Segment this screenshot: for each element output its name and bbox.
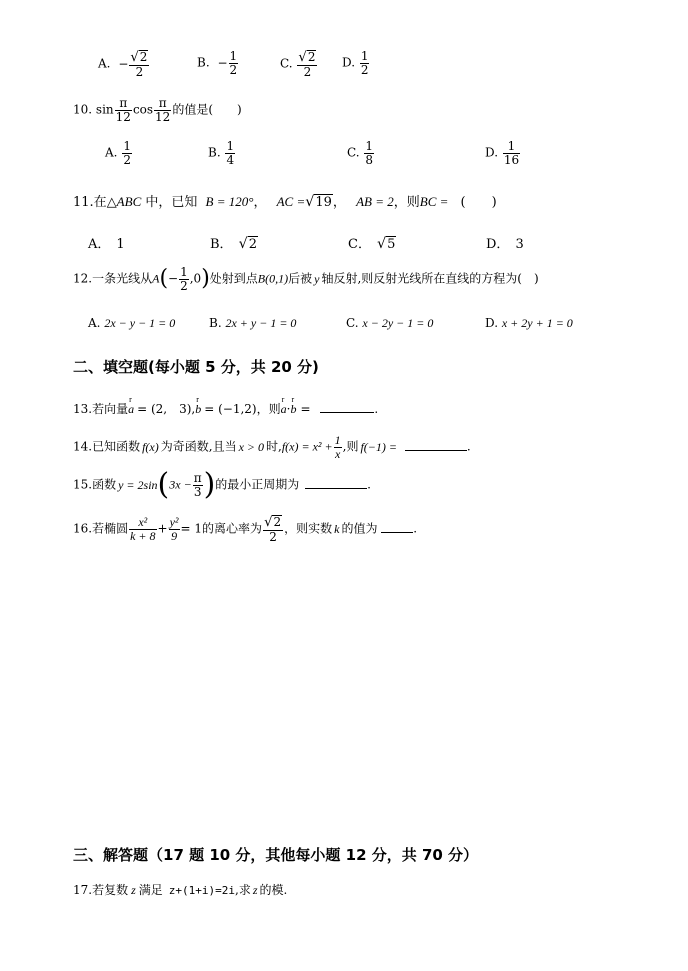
vector-letter: b bbox=[290, 402, 297, 416]
equation: z+(1+i)=2i bbox=[168, 884, 236, 897]
question-text: 满足 bbox=[138, 883, 163, 897]
question-lead: 13.若向量 bbox=[73, 402, 129, 416]
question-text: 的离心率为 bbox=[202, 521, 263, 536]
section-3-heading: 三、解答题（17 题 10 分，其他每小题 12 分，共 70 分） bbox=[73, 846, 479, 864]
q17-stem bbox=[73, 881, 287, 898]
answer-blank[interactable] bbox=[381, 531, 413, 533]
option-label: D. bbox=[342, 55, 356, 70]
q9-option-b bbox=[197, 50, 239, 76]
option-label: D. bbox=[485, 316, 499, 330]
question-tail: 的值为 bbox=[341, 521, 378, 536]
q11-options bbox=[88, 233, 528, 255]
numerator: 1 bbox=[229, 49, 238, 63]
q10-option-a bbox=[105, 140, 133, 166]
fraction bbox=[115, 97, 132, 123]
side-ab: AB = 2 bbox=[356, 194, 394, 209]
q9-option-d bbox=[342, 50, 370, 76]
condition: x > 0 bbox=[238, 439, 265, 454]
fraction: $\frac{√2}{2}$ bbox=[130, 50, 148, 79]
question-lead: 14.已知函数 bbox=[73, 439, 141, 454]
variable-z: z bbox=[131, 883, 136, 897]
question-text: ，则 bbox=[393, 195, 420, 210]
q9-option-a bbox=[98, 50, 150, 78]
inner-expression: 3x − bbox=[169, 477, 192, 492]
numerator: 1 bbox=[123, 139, 131, 153]
vector-letter: a bbox=[128, 402, 135, 416]
question-text: 后被 bbox=[288, 271, 313, 286]
question-text: ，则 bbox=[256, 402, 281, 416]
denominator: 16 bbox=[503, 152, 520, 167]
denominator: 2 bbox=[229, 62, 238, 77]
q11-option-a bbox=[88, 233, 125, 252]
option-label: C． bbox=[348, 237, 371, 252]
denominator: x bbox=[334, 446, 341, 461]
q10-option-d bbox=[485, 140, 521, 166]
radicand: 2 bbox=[248, 237, 257, 252]
fraction bbox=[360, 50, 370, 76]
vector-b bbox=[290, 395, 297, 417]
function-expression: y = 2sin bbox=[118, 477, 158, 492]
denominator: 4 bbox=[226, 152, 235, 167]
option-label: C. bbox=[280, 56, 293, 71]
function-notation: f(x) bbox=[142, 439, 159, 454]
fraction bbox=[225, 140, 235, 166]
question-text: 处射到点 bbox=[209, 271, 258, 286]
question-tail: 的值是( ) bbox=[172, 102, 242, 117]
option-label: A. bbox=[88, 316, 101, 330]
function-value: f(−1) = bbox=[360, 439, 397, 454]
q16-stem: 16.若椭圆 $\frac{\text{x²}}{k + 8}$ + $\frac{\text{y²}}{9}$ = 1的离心率为 $\frac{√2}{2}$ ，则实数 k 的值为 . bbox=[73, 515, 418, 544]
q12-option-a bbox=[88, 316, 175, 331]
denominator: 9 bbox=[171, 528, 178, 543]
vector-value: = (2, 3), bbox=[137, 402, 196, 416]
sin-text: sin bbox=[95, 102, 114, 117]
option-value: 3 bbox=[515, 237, 524, 252]
equation-rhs: = 1 bbox=[180, 521, 203, 536]
q12-stem: 12.一条光线从A(− $\frac{1}{2}$ ,0)处射到点B(0,1)后被 y 轴反射,则反射光线所在直线的方程为( ) bbox=[73, 265, 539, 293]
question-tail: 的模. bbox=[259, 883, 288, 897]
question-lead: 12.一条光线从 bbox=[73, 271, 153, 286]
fraction bbox=[129, 516, 156, 542]
option-label: A. bbox=[105, 145, 118, 160]
y-axis-label: y bbox=[314, 271, 320, 286]
vector-arrow: r bbox=[129, 395, 132, 404]
dot-operator: · bbox=[286, 402, 291, 416]
fraction bbox=[169, 516, 180, 542]
fraction bbox=[364, 140, 374, 166]
question-tail: 轴反射,则反射光线所在直线的方程为( ) bbox=[321, 271, 539, 286]
answer-blank[interactable] bbox=[405, 449, 467, 451]
q9-option-c bbox=[280, 50, 318, 78]
fraction bbox=[334, 434, 342, 460]
triangle-label: △ABC bbox=[106, 194, 142, 209]
numerator: x² bbox=[129, 516, 156, 530]
fraction bbox=[193, 472, 203, 498]
q12-option-c bbox=[346, 316, 433, 331]
denominator: 2 bbox=[360, 62, 369, 77]
q12-options bbox=[88, 316, 588, 334]
option-equation: 2x + y − 1 = 0 bbox=[225, 316, 297, 330]
question-number: 10. bbox=[73, 102, 93, 117]
option-label: B. bbox=[208, 145, 221, 160]
vector-b bbox=[195, 395, 202, 417]
denominator: 2 bbox=[135, 64, 144, 79]
numerator: 1 bbox=[365, 139, 374, 153]
q10-option-b bbox=[208, 140, 236, 166]
fraction: $\frac{√2}{2}$ bbox=[298, 50, 316, 79]
vector-arrow: r bbox=[291, 395, 295, 404]
option-label: B. bbox=[209, 316, 222, 330]
numerator: 1 bbox=[360, 49, 369, 63]
fraction bbox=[229, 50, 239, 76]
question-text: 中，已知 bbox=[141, 195, 198, 210]
denominator: 3 bbox=[193, 484, 202, 499]
numerator: 1 bbox=[226, 139, 235, 153]
q15-stem: 15.函数 y = 2sin(3x − $\frac{\pi}{3}$ )的最小正周期为 . bbox=[73, 467, 371, 502]
denominator: 2 bbox=[269, 529, 277, 544]
vector-arrow: r bbox=[281, 395, 285, 404]
coord: ,0 bbox=[189, 271, 202, 286]
answer-paren: ( ) bbox=[460, 195, 497, 210]
question-tail: 的最小正周期为 bbox=[215, 477, 300, 492]
numerator: 2 bbox=[139, 50, 148, 64]
option-label: D. bbox=[485, 145, 499, 160]
section-2-heading: 二、填空题(每小题 5 分，共 20 分) bbox=[73, 358, 319, 376]
option-label: B． bbox=[210, 237, 233, 252]
q10-stem bbox=[73, 97, 242, 123]
point-a: A bbox=[152, 271, 160, 286]
question-text: 为奇函数,且当 bbox=[160, 439, 237, 454]
q11-stem: 11.在△ABC 中，已知 B = 120°， AC =√19， AB = 2，则BC = ( ) bbox=[73, 194, 497, 210]
answer-blank[interactable] bbox=[320, 411, 374, 413]
equals-sign: = bbox=[300, 402, 311, 416]
question-lead: 11.在 bbox=[73, 195, 107, 210]
radicand: 19 bbox=[315, 195, 332, 210]
q14-stem: 14.已知函数 f(x) 为奇函数,且当 x > 0 时,f(x) = x² + $\frac{1}{x}$ ,则 f(−1) = . bbox=[73, 433, 471, 461]
option-label: B. bbox=[197, 55, 210, 70]
minus-sign: − bbox=[217, 55, 228, 70]
option-label: A. bbox=[98, 56, 111, 71]
numerator: π bbox=[115, 97, 132, 111]
fraction bbox=[122, 140, 132, 166]
q13-stem: 13.若向量 r a = (2, 3), r b = (−1,2)，则 r a· r b = . bbox=[73, 395, 379, 416]
question-text: ，则实数 bbox=[284, 521, 333, 536]
variable-k: k bbox=[334, 521, 340, 536]
minus-sign: − bbox=[168, 271, 179, 286]
denominator: 2 bbox=[180, 278, 188, 293]
option-value: 1 bbox=[116, 237, 125, 252]
q10-options bbox=[105, 140, 525, 180]
question-lead: 17.若复数 bbox=[73, 883, 129, 897]
q11-option-c: C． √5 bbox=[348, 236, 396, 252]
minus-sign: − bbox=[118, 56, 129, 71]
denominator: 2 bbox=[123, 152, 131, 167]
fraction bbox=[503, 140, 520, 166]
fraction bbox=[179, 266, 189, 292]
function-definition: f(x) = x² + bbox=[281, 439, 333, 454]
option-equation: x + 2y + 1 = 0 bbox=[501, 316, 573, 330]
point-b: B(0,1) bbox=[257, 271, 289, 286]
question-text: ,则 bbox=[342, 439, 359, 454]
question-text: 时, bbox=[266, 439, 282, 454]
numerator: 2 bbox=[273, 515, 282, 529]
plus-sign: + bbox=[157, 521, 168, 536]
option-label: D． bbox=[486, 237, 510, 252]
denominator: 8 bbox=[365, 152, 374, 167]
numerator: π bbox=[154, 97, 171, 111]
numerator: 1 bbox=[334, 433, 341, 447]
vector-value: = (−1,2) bbox=[204, 402, 257, 416]
question-text: ,求 bbox=[235, 883, 251, 897]
q10-option-c bbox=[347, 140, 375, 166]
denominator: 12 bbox=[155, 109, 171, 124]
radicand: 5 bbox=[387, 237, 396, 252]
question-lead: 16.若椭圆 bbox=[73, 521, 129, 536]
numerator: 1 bbox=[503, 140, 520, 154]
vector-letter: a bbox=[280, 402, 287, 416]
variable-z: z bbox=[252, 883, 258, 897]
side-ac: AC = bbox=[276, 194, 306, 209]
numerator: y² bbox=[169, 515, 179, 530]
numerator: 2 bbox=[307, 50, 316, 64]
fraction: $\frac{√2}{2}$ bbox=[264, 515, 282, 544]
denominator: k + 8 bbox=[130, 528, 156, 543]
vector-letter: b bbox=[195, 402, 202, 416]
cos-text: cos bbox=[132, 102, 154, 117]
angle-given: B = 120° bbox=[205, 194, 254, 209]
option-label: A． bbox=[88, 237, 111, 252]
question-lead: 15.函数 bbox=[73, 477, 117, 492]
vector-a bbox=[280, 395, 287, 417]
vector-a bbox=[128, 395, 135, 417]
q12-option-d bbox=[485, 316, 573, 331]
option-equation: 2x − y − 1 = 0 bbox=[104, 316, 176, 330]
option-equation: x − 2y − 1 = 0 bbox=[362, 316, 434, 330]
denominator: 2 bbox=[303, 64, 312, 79]
numerator: 1 bbox=[180, 265, 188, 279]
option-label: C. bbox=[347, 145, 360, 160]
q12-option-b bbox=[209, 316, 296, 331]
vector-arrow: r bbox=[196, 395, 199, 404]
answer-blank[interactable] bbox=[305, 487, 367, 489]
option-label: C. bbox=[346, 316, 359, 330]
side-bc: BC = bbox=[419, 194, 449, 209]
q11-option-d bbox=[486, 233, 524, 252]
q11-option-b: B． √2 bbox=[210, 236, 257, 252]
numerator: π bbox=[193, 470, 202, 485]
denominator: 12 bbox=[115, 109, 131, 124]
fraction bbox=[154, 97, 171, 123]
